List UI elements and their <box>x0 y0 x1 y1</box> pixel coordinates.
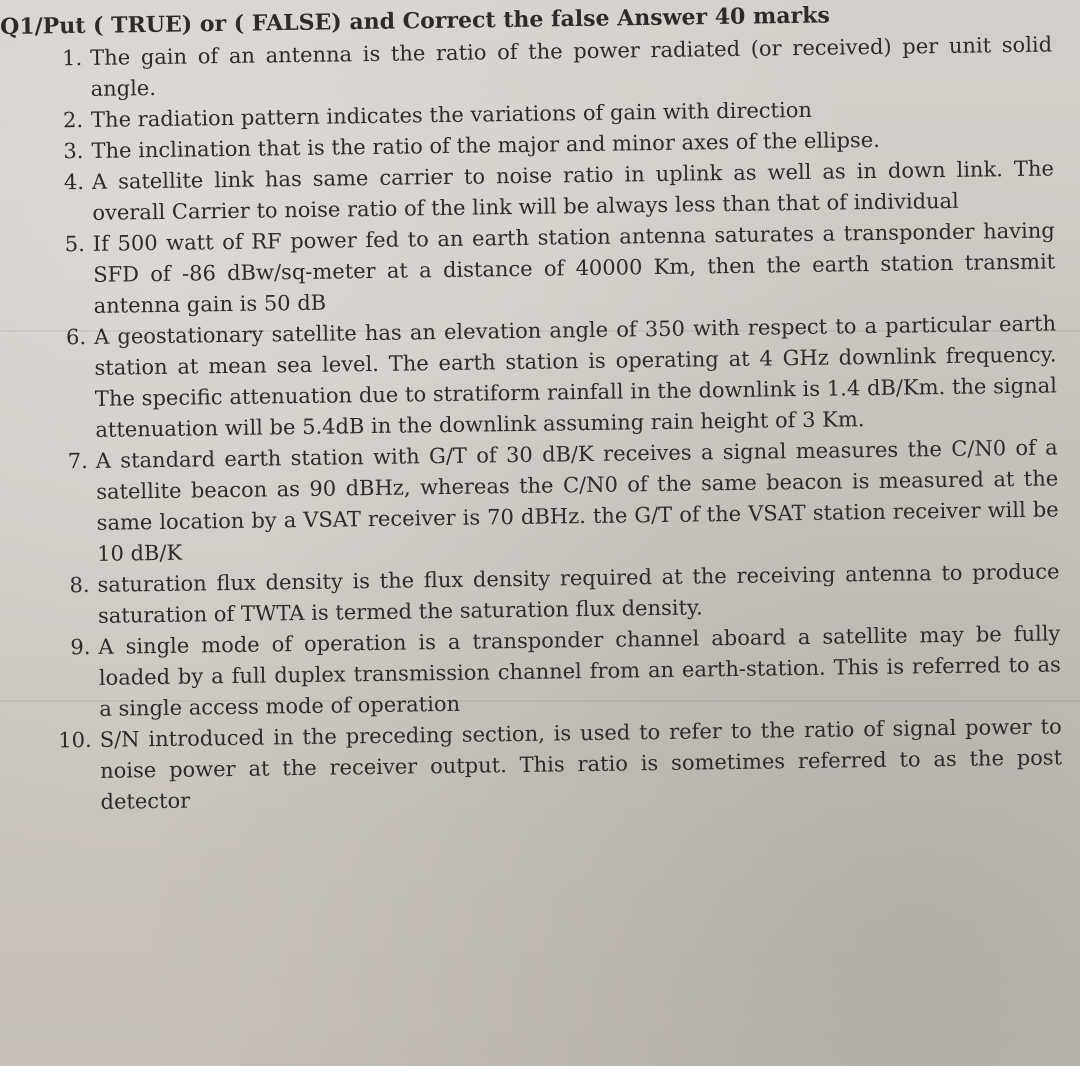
question-text: The radiation pattern indicates the variations of gain with direction <box>90 97 813 132</box>
question-text: A satellite link has same carrier to noise ratio in uplink as well as in down link. The overall Carrier to noise ratio of the link will be always less than that of individual <box>91 156 1055 225</box>
question-text: The inclination that is the ratio of the major and minor axes of the ellipse. <box>91 127 881 163</box>
question-number: 7. <box>67 448 88 474</box>
question-text: If 500 watt of RF power fed to an earth station antenna saturates a transponder having SFD of -86 dBw/sq-meter at a distance of 40000 Km, then the earth station transmit antenna gain is 50 dB <box>92 218 1056 318</box>
question-list <box>12 29 1063 818</box>
question-number: 10. <box>58 727 92 753</box>
question-item <box>18 432 1060 571</box>
question-number: 6. <box>65 324 87 350</box>
question-number: 9. <box>70 634 91 660</box>
question-number: 8. <box>69 572 90 598</box>
question-header: Q1/Put ( TRUE) or ( FALSE) and Correct the false Answer 40 marks <box>0 2 830 40</box>
question-text: S/N introduced in the preceding section, is used to refer to the ratio of signal power to noise power at the receiver output. This ratio is sometimes referred to as the post detector <box>99 714 1063 814</box>
question-number: 5. <box>64 232 85 257</box>
question-text: saturation flux density is the flux density required at the receiving antenna to produce saturation of TWTA is termed the saturation flux density. <box>97 559 1060 628</box>
question-item <box>16 308 1058 447</box>
question-text: A geostationary satellite has an elevation angle of 350 with respect to a particular earth station at mean sea level. The earth station is operating at 4 GHz downlink frequency. The specific attenuation due to stratiform rainfall in the downlink is 1.4 dB/Km. the signal attenuation will be 5.4dB in the downlink assuming rain height of 3 Km. <box>93 311 1058 442</box>
question-item <box>22 711 1063 819</box>
question-number: 1. <box>61 46 83 71</box>
question-number: 3. <box>63 139 84 164</box>
question-item <box>20 618 1061 726</box>
question-text: A single mode of operation is a transponder channel aboard a satellite may be fully loaded by a full duplex transmission channel from an earth-station. This is referred to as a single access mode of operation <box>98 621 1061 721</box>
question-number: 2. <box>62 108 84 133</box>
question-item <box>15 215 1056 323</box>
question-text: The gain of an antenna is the ratio of the power radiated (or received) per unit solid angle. <box>90 32 1053 101</box>
question-number: 4. <box>63 170 85 195</box>
question-text: A standard earth station with G/T of 30 dB/K receives a signal measures the C/N0 of a satellite beacon as 90 dBHz, whereas the C/N0 of the same beacon is measured at the same location by a VSAT receiver is 70 dBHz. the G/T of the VSAT station receiver will be 10 dB/K <box>95 435 1059 566</box>
